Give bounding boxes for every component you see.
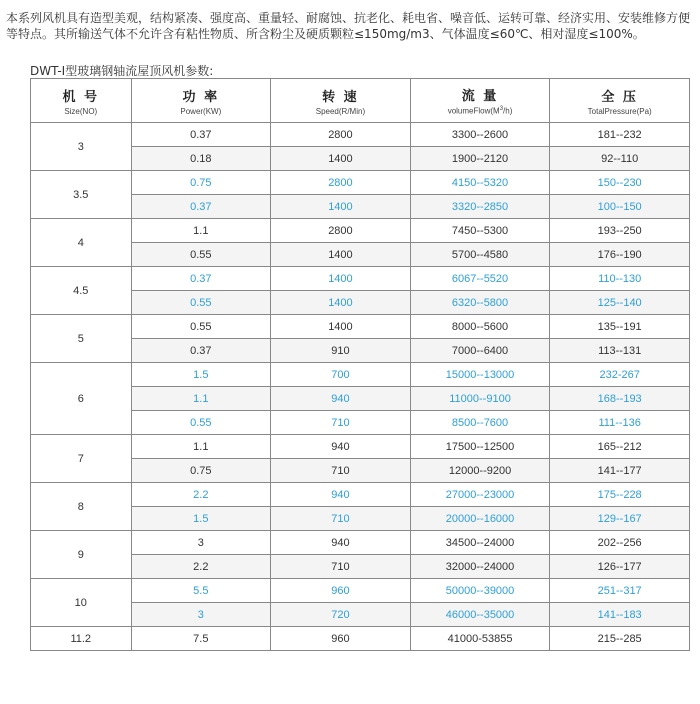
cell-power: 0.75: [131, 171, 271, 195]
cell-power: 5.5: [131, 579, 271, 603]
table-row: [31, 579, 690, 603]
cell-pressure: 141--183: [550, 603, 690, 627]
cell-pressure: 111--136: [550, 411, 690, 435]
cell-flow: 8000--5600: [410, 315, 550, 339]
cell-speed: 710: [271, 459, 411, 483]
cell-pressure: 181--232: [550, 123, 690, 147]
cell-power: 0.55: [131, 291, 271, 315]
table-row: [31, 483, 690, 507]
cell-flow: 8500--7600: [410, 411, 550, 435]
cell-speed: 720: [271, 603, 411, 627]
table-body: [31, 123, 690, 651]
cell-speed: 1400: [271, 147, 411, 171]
header-power-zh: 功 率: [182, 89, 220, 105]
cell-pressure: 129--167: [550, 507, 690, 531]
header-speed-en: Speed(R/Min): [315, 106, 366, 116]
cell-flow: 32000--24000: [410, 555, 550, 579]
cell-power: 1.1: [131, 387, 271, 411]
table-caption: DWT-I型玻璃钢轴流屋顶风机参数:: [30, 64, 214, 78]
cell-flow: 20000--16000: [410, 507, 550, 531]
cell-speed: 960: [271, 579, 411, 603]
header-size-zh: 机 号: [62, 89, 100, 105]
cell-flow: 27000--23000: [410, 483, 550, 507]
cell-speed: 940: [271, 435, 411, 459]
cell-pressure: 100--150: [550, 195, 690, 219]
cell-pressure: 251--317: [550, 579, 690, 603]
cell-power: 0.55: [131, 315, 271, 339]
cell-flow: 41000-53855: [410, 627, 550, 651]
table-header-row: [31, 79, 690, 123]
header-power-en: Power(KW): [180, 106, 222, 116]
cell-pressure: 141--177: [550, 459, 690, 483]
cell-pressure: 215--285: [550, 627, 690, 651]
cell-size: 9: [31, 531, 132, 579]
header-pressure-en: TotalPressure(Pa): [587, 106, 652, 116]
cell-pressure: 113--131: [550, 339, 690, 363]
cell-flow: 6320--5800: [410, 291, 550, 315]
cell-pressure: 168--193: [550, 387, 690, 411]
cell-power: 0.37: [131, 195, 271, 219]
cell-pressure: 202--256: [550, 531, 690, 555]
table-row: [31, 267, 690, 291]
cell-speed: 910: [271, 339, 411, 363]
cell-pressure: 150--230: [550, 171, 690, 195]
cell-speed: 940: [271, 483, 411, 507]
cell-power: 0.37: [131, 267, 271, 291]
cell-speed: 1400: [271, 315, 411, 339]
header-flow-en: [411, 106, 550, 116]
cell-flow: 12000--9200: [410, 459, 550, 483]
cell-speed: 960: [271, 627, 411, 651]
cell-size: 3: [31, 123, 132, 171]
cell-power: 2.2: [131, 555, 271, 579]
cell-flow: 50000--39000: [410, 579, 550, 603]
cell-size: 5: [31, 315, 132, 363]
table-row: [31, 315, 690, 339]
cell-speed: 940: [271, 531, 411, 555]
cell-flow: 34500--24000: [410, 531, 550, 555]
cell-power: 1.5: [131, 507, 271, 531]
cell-size: 4.5: [31, 267, 132, 315]
table-row: [31, 219, 690, 243]
cell-speed: 2800: [271, 123, 411, 147]
cell-size: 4: [31, 219, 132, 267]
cell-power: 2.2: [131, 483, 271, 507]
cell-power: 0.55: [131, 243, 271, 267]
cell-size: 7: [31, 435, 132, 483]
cell-flow: 7000--6400: [410, 339, 550, 363]
header-pressure-zh: 全 压: [601, 89, 638, 105]
cell-power: 3: [131, 531, 271, 555]
cell-power: 0.55: [131, 411, 271, 435]
header-size-en: Size(NO): [64, 106, 98, 116]
cell-speed: 700: [271, 363, 411, 387]
cell-pressure: 135--191: [550, 315, 690, 339]
header-pressure: [550, 79, 690, 123]
cell-power: 1.1: [131, 219, 271, 243]
cell-speed: 1400: [271, 243, 411, 267]
cell-power: 0.37: [131, 339, 271, 363]
cell-pressure: 110--130: [550, 267, 690, 291]
header-flow-en-post: /h): [503, 106, 513, 116]
cell-speed: 2800: [271, 219, 411, 243]
cell-speed: 710: [271, 411, 411, 435]
table-row: [31, 363, 690, 387]
cell-speed: 710: [271, 555, 411, 579]
cell-power: 1.1: [131, 435, 271, 459]
cell-power: 0.75: [131, 459, 271, 483]
cell-speed: 1400: [271, 291, 411, 315]
cell-pressure: 193--250: [550, 219, 690, 243]
cell-size: 6: [31, 363, 132, 435]
header-flow: [410, 79, 550, 123]
cell-power: 0.18: [131, 147, 271, 171]
cell-speed: 710: [271, 507, 411, 531]
cell-power: 1.5: [131, 363, 271, 387]
cell-pressure: 175--228: [550, 483, 690, 507]
cell-speed: 940: [271, 387, 411, 411]
cell-flow: 11000--9100: [410, 387, 550, 411]
cell-flow: 4150--5320: [410, 171, 550, 195]
cell-size: 3.5: [31, 171, 132, 219]
table-row: [31, 531, 690, 555]
cell-speed: 2800: [271, 171, 411, 195]
cell-power: 0.37: [131, 123, 271, 147]
cell-flow: 15000--13000: [410, 363, 550, 387]
cell-pressure: 165--212: [550, 435, 690, 459]
header-power: [131, 79, 271, 123]
cell-flow: 6067--5520: [410, 267, 550, 291]
cell-speed: 1400: [271, 195, 411, 219]
table-row: [31, 435, 690, 459]
cell-pressure: 92--110: [550, 147, 690, 171]
cell-size: 10: [31, 579, 132, 627]
table-row: [31, 627, 690, 651]
cell-pressure: 232-267: [550, 363, 690, 387]
cell-flow: 5700--4580: [410, 243, 550, 267]
cell-pressure: 125--140: [550, 291, 690, 315]
cell-size: 8: [31, 483, 132, 531]
header-flow-zh: 流 量: [461, 89, 499, 105]
cell-flow: 7450--5300: [410, 219, 550, 243]
intro-paragraph: 本系列风机具有造型美观，结构紧凑、强度高、重量轻、耐腐蚀、抗老化、耗电省、噪音低、运转可靠、经济实用、安装维修方便等特点。其所输送气体不允许含有粘性物质、所含粉尘及硬质颗粒≤150mg/m3、气体温度≤60℃、相对湿度≤100%。: [6, 11, 691, 41]
cell-flow: 3320--2850: [410, 195, 550, 219]
header-speed-zh: 转 速: [322, 89, 359, 105]
cell-flow: 17500--12500: [410, 435, 550, 459]
table-row: [31, 123, 690, 147]
header-size: [31, 79, 132, 123]
header-flow-en-sup: 3: [499, 106, 504, 113]
cell-power: 3: [131, 603, 271, 627]
cell-flow: 46000--35000: [410, 603, 550, 627]
cell-pressure: 126--177: [550, 555, 690, 579]
header-flow-en-pre: volumeFlow(M: [447, 106, 500, 116]
header-speed: [271, 79, 411, 123]
cell-speed: 1400: [271, 267, 411, 291]
cell-pressure: 176--190: [550, 243, 690, 267]
cell-power: 7.5: [131, 627, 271, 651]
cell-flow: 1900--2120: [410, 147, 550, 171]
table-row: [31, 171, 690, 195]
fan-parameter-table: [30, 78, 690, 651]
cell-flow: 3300--2600: [410, 123, 550, 147]
cell-size: 11.2: [31, 627, 132, 651]
